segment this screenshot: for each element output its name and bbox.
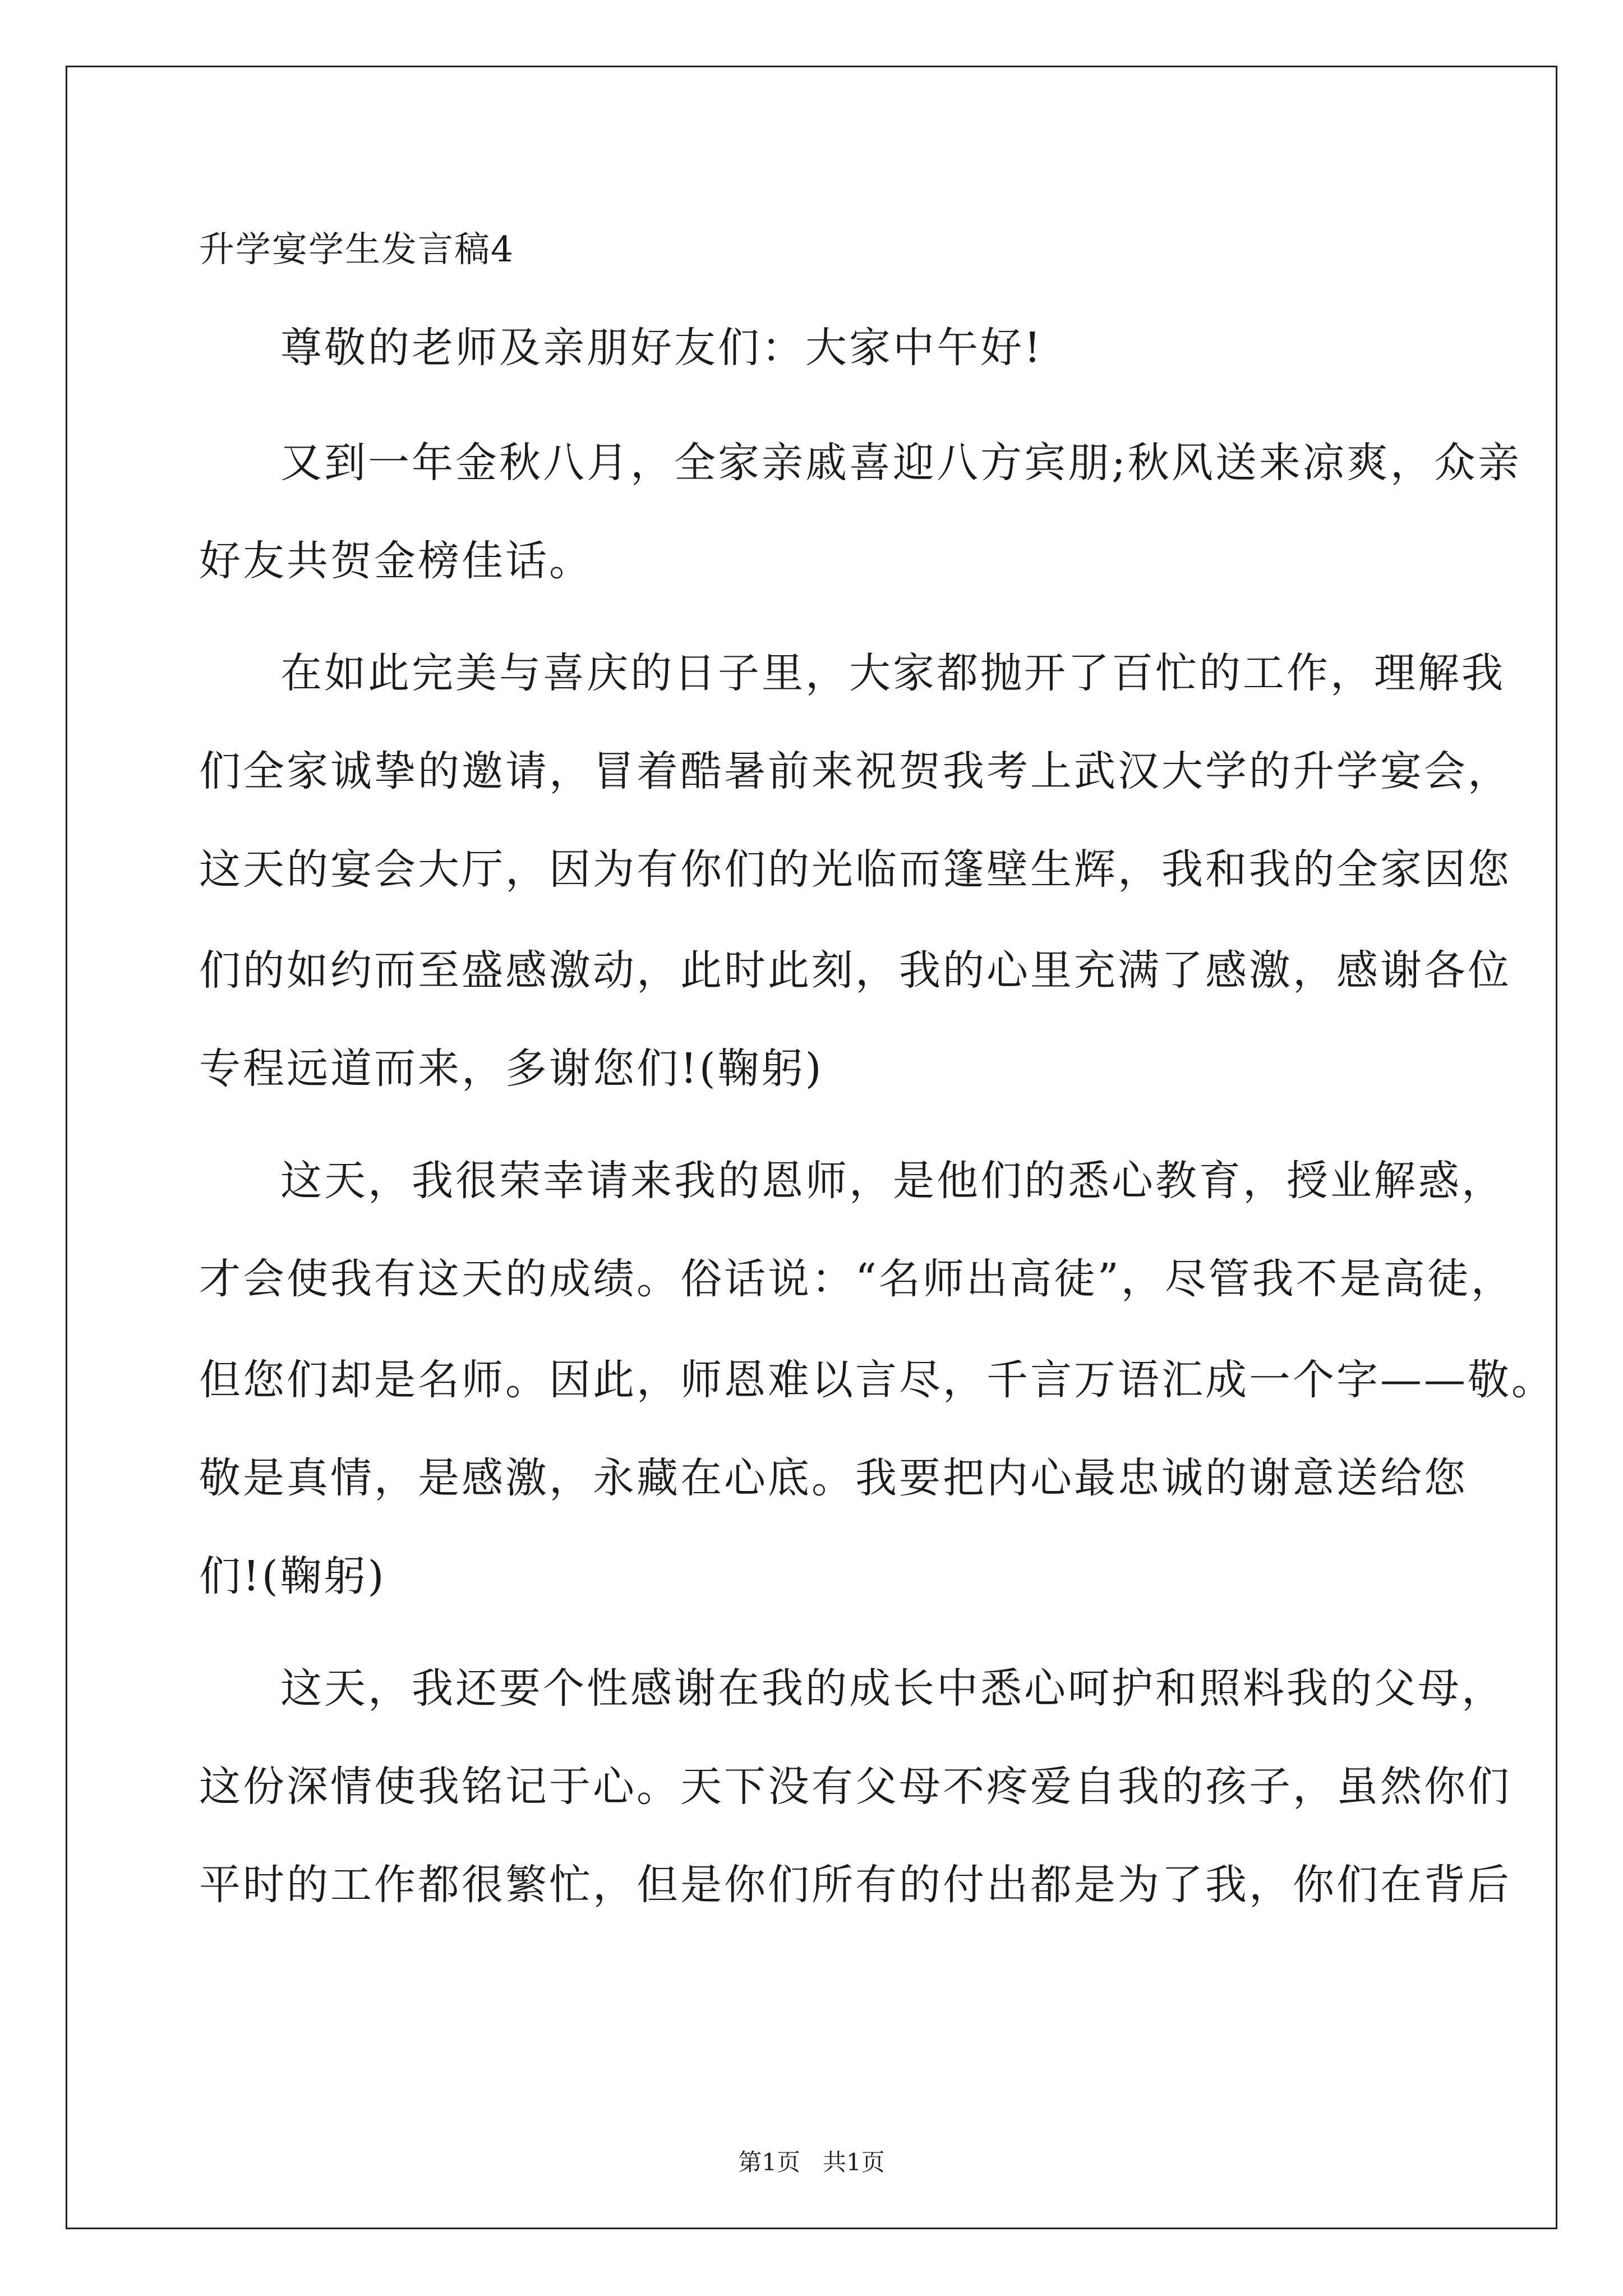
paragraph-line: 但您们却是名师。因此，师恩难以言尽，千言万语汇成一个字——敬。: [199, 1356, 1555, 1404]
paragraph-line: 在如此完美与喜庆的日子里，大家都抛开了百忙的工作，理解我: [280, 649, 1505, 697]
paragraph-line: 又到一年金秋八月，全家亲戚喜迎八方宾朋;秋风送来凉爽，众亲: [280, 439, 1521, 487]
paragraph-line: 们的如约而至盛感激动，此时此刻，我的心里充满了感激，感谢各位: [199, 946, 1511, 995]
paragraph-line: 平时的工作都很繁忙，但是你们所有的付出都是为了我，你们在背后: [199, 1861, 1511, 1909]
paragraph-line: 专程远道而来，多谢您们!(鞠躬): [199, 1045, 824, 1093]
paragraph-line: 好友共贺金榜佳话。: [199, 537, 593, 585]
paragraph-line: 才会使我有这天的成绩。俗话说：“名师出高徒”，尽管我不是高徒，: [199, 1255, 1515, 1303]
paragraph-line: 这份深情使我铭记于心。天下没有父母不疼爱自我的孩子，虽然你们: [199, 1763, 1511, 1811]
paragraph-line: 这天，我很荣幸请来我的恩师，是他们的悉心教育，授业解惑，: [280, 1157, 1505, 1205]
paragraph-line: 们全家诚挚的邀请，冒着酷暑前来祝贺我考上武汉大学的升学宴会，: [199, 747, 1511, 795]
page-number-footer: 第1页 共1页: [738, 2148, 885, 2176]
paragraph-line: 这天，我还要个性感谢在我的成长中悉心呵护和照料我的父母，: [280, 1664, 1505, 1713]
paragraph-line: 们!(鞠躬): [199, 1552, 386, 1600]
paragraph-line: 这天的宴会大厅，因为有你们的光临而篷壁生辉，我和我的全家因您: [199, 845, 1511, 894]
document-title: 升学宴学生发言稿4: [199, 229, 515, 270]
paragraph-line: 敬是真情，是感激，永藏在心底。我要把内心最忠诚的谢意送给您: [199, 1454, 1468, 1502]
paragraph-line: 尊敬的老师及亲朋好友们：大家中午好!: [280, 324, 1043, 372]
